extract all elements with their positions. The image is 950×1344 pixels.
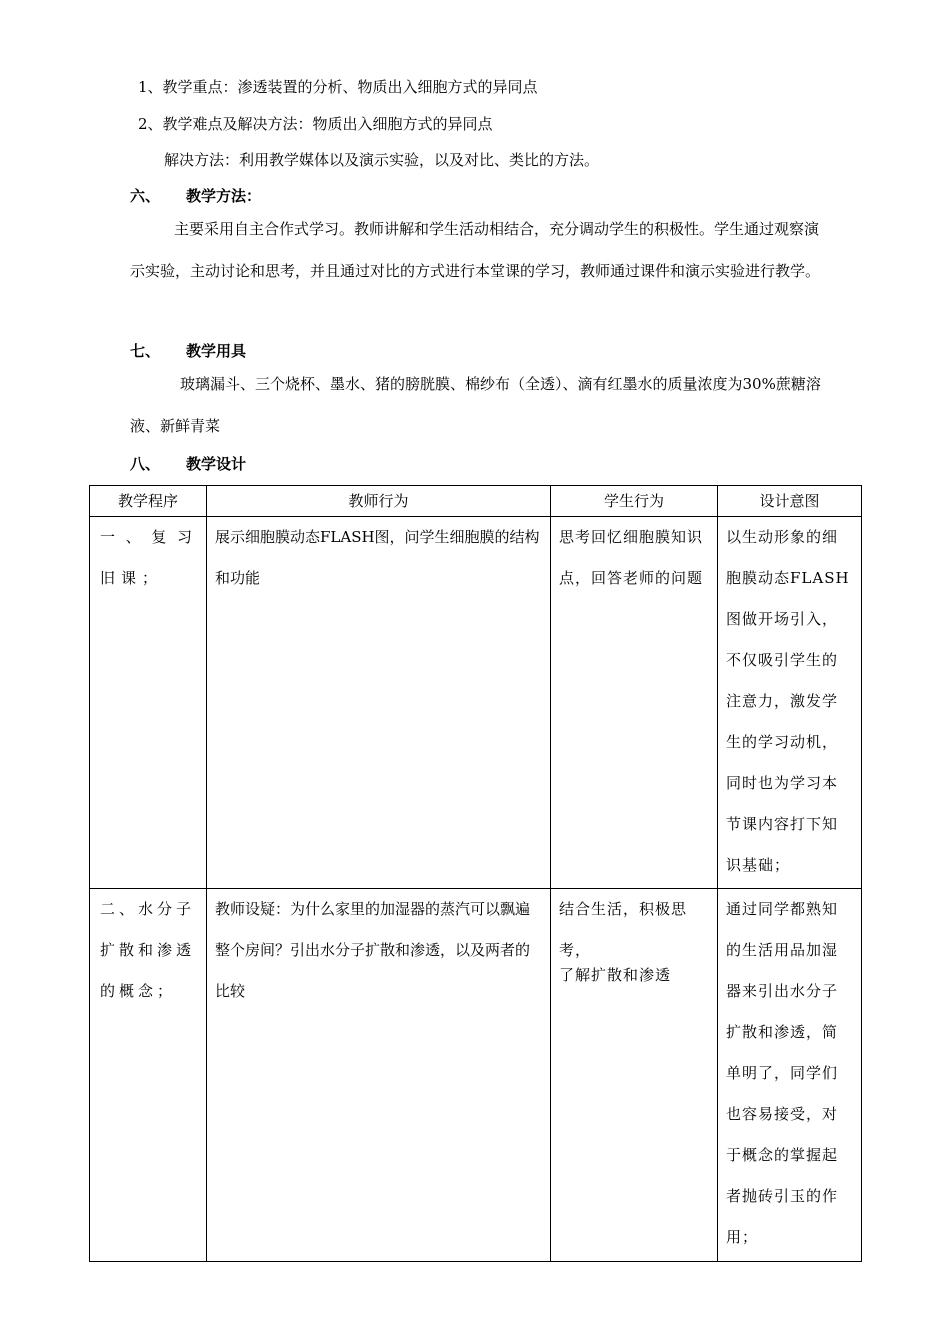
section-8-heading — [130, 454, 246, 474]
intent-cell: 通过同学都熟知的生活用品加湿器来引出水分子扩散和渗透，简单明了，同学们也容易接受，对于概念的掌握起者抛砖引玉的作用； — [718, 889, 862, 1262]
section-title: 教学设计 — [186, 455, 247, 473]
header-cell: 教学程序 — [90, 486, 207, 517]
teaching-design-table — [89, 485, 862, 1262]
section-number: 六、 — [130, 187, 161, 205]
header-cell: 学生行为 — [551, 486, 718, 517]
section-7-body: 玻璃漏斗、三个烧杯、墨水、猪的膀胱膜、棉纱布（全透）、滴有红墨水的质量浓度为30%蔗糖溶液、新鲜青菜 — [130, 375, 821, 435]
step-cell: 二、水分子扩散和渗透的概念； — [90, 889, 207, 1262]
section-6-body: 主要采用自主合作式学习。教师讲解和学生活动相结合，充分调动学生的积极性。学生通过观察演示实验，主动讨论和思考，并且通过对比的方式进行本堂课的学习，教师通过课件和演示实验进行教学。 — [130, 220, 821, 280]
table-row — [90, 889, 862, 1262]
table-header-row — [90, 486, 862, 517]
solution-line: 解决方法：利用教学媒体以及演示实验，以及对比、类比的方法。 — [164, 151, 600, 169]
teacher-cell: 展示细胞膜动态FLASH图，问学生细胞膜的结构和功能 — [207, 517, 551, 889]
header-cell: 教师行为 — [207, 486, 551, 517]
section-6-heading — [130, 186, 261, 206]
student-text: 结合生活，积极思考， — [559, 900, 688, 959]
section-number: 八、 — [130, 455, 161, 473]
section-title: 教学方法： — [186, 187, 262, 205]
section-number: 七、 — [130, 342, 161, 360]
key-point-line: 1、教学重点：渗透装置的分析、物质出入细胞方式的异同点 — [138, 78, 538, 96]
section-title: 教学用具 — [186, 342, 247, 360]
teacher-cell: 教师设疑：为什么家里的加湿器的蒸汽可以飘遍整个房间？引出水分子扩散和渗透，以及两者的比较 — [207, 889, 551, 1262]
intent-cell: 以生动形象的细胞膜动态FLASH图做开场引入，不仅吸引学生的注意力，激发学生的学习动机，同时也为学习本节课内容打下知识基础； — [718, 517, 862, 889]
student-cell: 思考回忆细胞膜知识点，回答老师的问题 — [551, 517, 718, 889]
difficulty-line: 2、教学难点及解决方法：物质出入细胞方式的异同点 — [138, 115, 493, 133]
student-cell — [551, 889, 718, 1262]
step-cell: 一、复习旧课； — [90, 517, 207, 889]
table-row — [90, 517, 862, 889]
student-text: 了解扩散和渗透 — [559, 966, 672, 984]
section-7-heading — [130, 341, 246, 361]
header-cell: 设计意图 — [718, 486, 862, 517]
